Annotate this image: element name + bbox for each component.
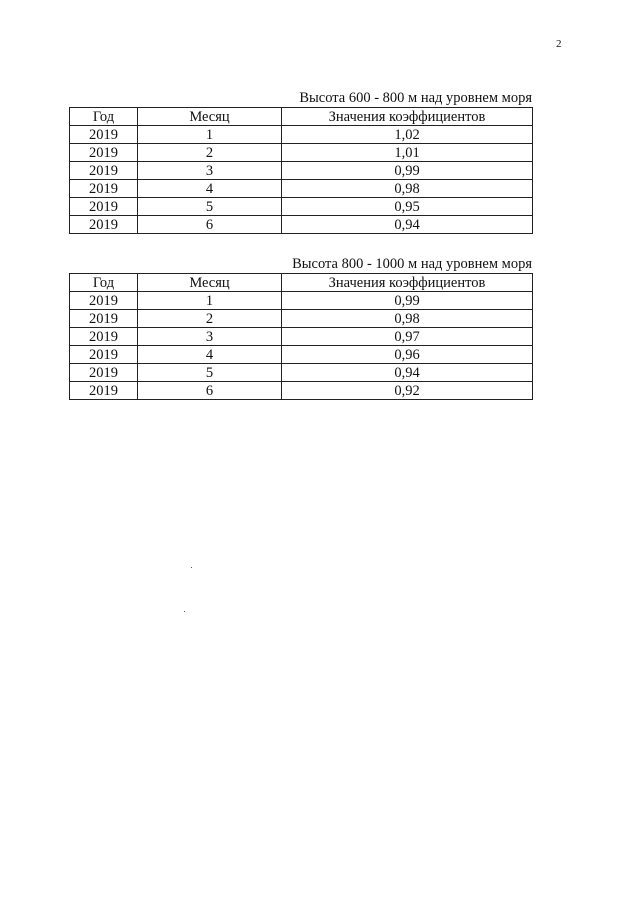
cell-year: 2019 bbox=[70, 310, 138, 328]
cell-year: 2019 bbox=[70, 180, 138, 198]
cell-year: 2019 bbox=[70, 328, 138, 346]
scan-speck bbox=[184, 611, 185, 612]
cell-value: 0,97 bbox=[282, 328, 533, 346]
cell-year: 2019 bbox=[70, 382, 138, 400]
cell-month: 1 bbox=[138, 292, 282, 310]
header-value: Значения коэффициентов bbox=[282, 274, 533, 292]
cell-year: 2019 bbox=[70, 292, 138, 310]
cell-year: 2019 bbox=[70, 126, 138, 144]
cell-month: 4 bbox=[138, 180, 282, 198]
cell-value: 0,98 bbox=[282, 180, 533, 198]
table-row bbox=[70, 292, 533, 310]
cell-month: 3 bbox=[138, 328, 282, 346]
table-row bbox=[70, 310, 533, 328]
cell-year: 2019 bbox=[70, 162, 138, 180]
cell-year: 2019 bbox=[70, 198, 138, 216]
cell-value: 0,99 bbox=[282, 292, 533, 310]
table-row bbox=[70, 180, 533, 198]
cell-value: 0,95 bbox=[282, 198, 533, 216]
cell-year: 2019 bbox=[70, 144, 138, 162]
cell-value: 0,94 bbox=[282, 216, 533, 234]
cell-value: 0,96 bbox=[282, 346, 533, 364]
cell-value: 1,02 bbox=[282, 126, 533, 144]
table-row bbox=[70, 346, 533, 364]
cell-month: 5 bbox=[138, 198, 282, 216]
cell-year: 2019 bbox=[70, 364, 138, 382]
cell-month: 6 bbox=[138, 216, 282, 234]
table-caption: Высота 800 - 1000 м над уровнем моря bbox=[292, 256, 532, 272]
cell-month: 1 bbox=[138, 126, 282, 144]
cell-year: 2019 bbox=[70, 346, 138, 364]
cell-value: 0,92 bbox=[282, 382, 533, 400]
table-row bbox=[70, 328, 533, 346]
cell-month: 5 bbox=[138, 364, 282, 382]
cell-month: 2 bbox=[138, 144, 282, 162]
table-row bbox=[70, 126, 533, 144]
header-value: Значения коэффициентов bbox=[282, 108, 533, 126]
header-year: Год bbox=[70, 274, 138, 292]
header-month: Месяц bbox=[138, 274, 282, 292]
table-row bbox=[70, 198, 533, 216]
cell-month: 2 bbox=[138, 310, 282, 328]
table-block-600-800 bbox=[69, 90, 532, 234]
cell-month: 4 bbox=[138, 346, 282, 364]
coefficients-table bbox=[69, 107, 533, 234]
cell-value: 0,98 bbox=[282, 310, 533, 328]
cell-month: 3 bbox=[138, 162, 282, 180]
header-year: Год bbox=[70, 108, 138, 126]
header-month: Месяц bbox=[138, 108, 282, 126]
table-row bbox=[70, 382, 533, 400]
cell-value: 1,01 bbox=[282, 144, 533, 162]
coefficients-table bbox=[69, 273, 533, 400]
table-row bbox=[70, 364, 533, 382]
cell-year: 2019 bbox=[70, 216, 138, 234]
table-header-row bbox=[70, 108, 533, 126]
cell-value: 0,94 bbox=[282, 364, 533, 382]
table-row bbox=[70, 216, 533, 234]
table-caption: Высота 600 - 800 м над уровнем моря bbox=[299, 90, 532, 106]
table-header-row bbox=[70, 274, 533, 292]
table-block-800-1000 bbox=[69, 256, 532, 400]
page-number: 2 bbox=[556, 38, 562, 50]
table-row bbox=[70, 162, 533, 180]
cell-month: 6 bbox=[138, 382, 282, 400]
cell-value: 0,99 bbox=[282, 162, 533, 180]
table-row bbox=[70, 144, 533, 162]
scan-speck bbox=[191, 567, 192, 568]
